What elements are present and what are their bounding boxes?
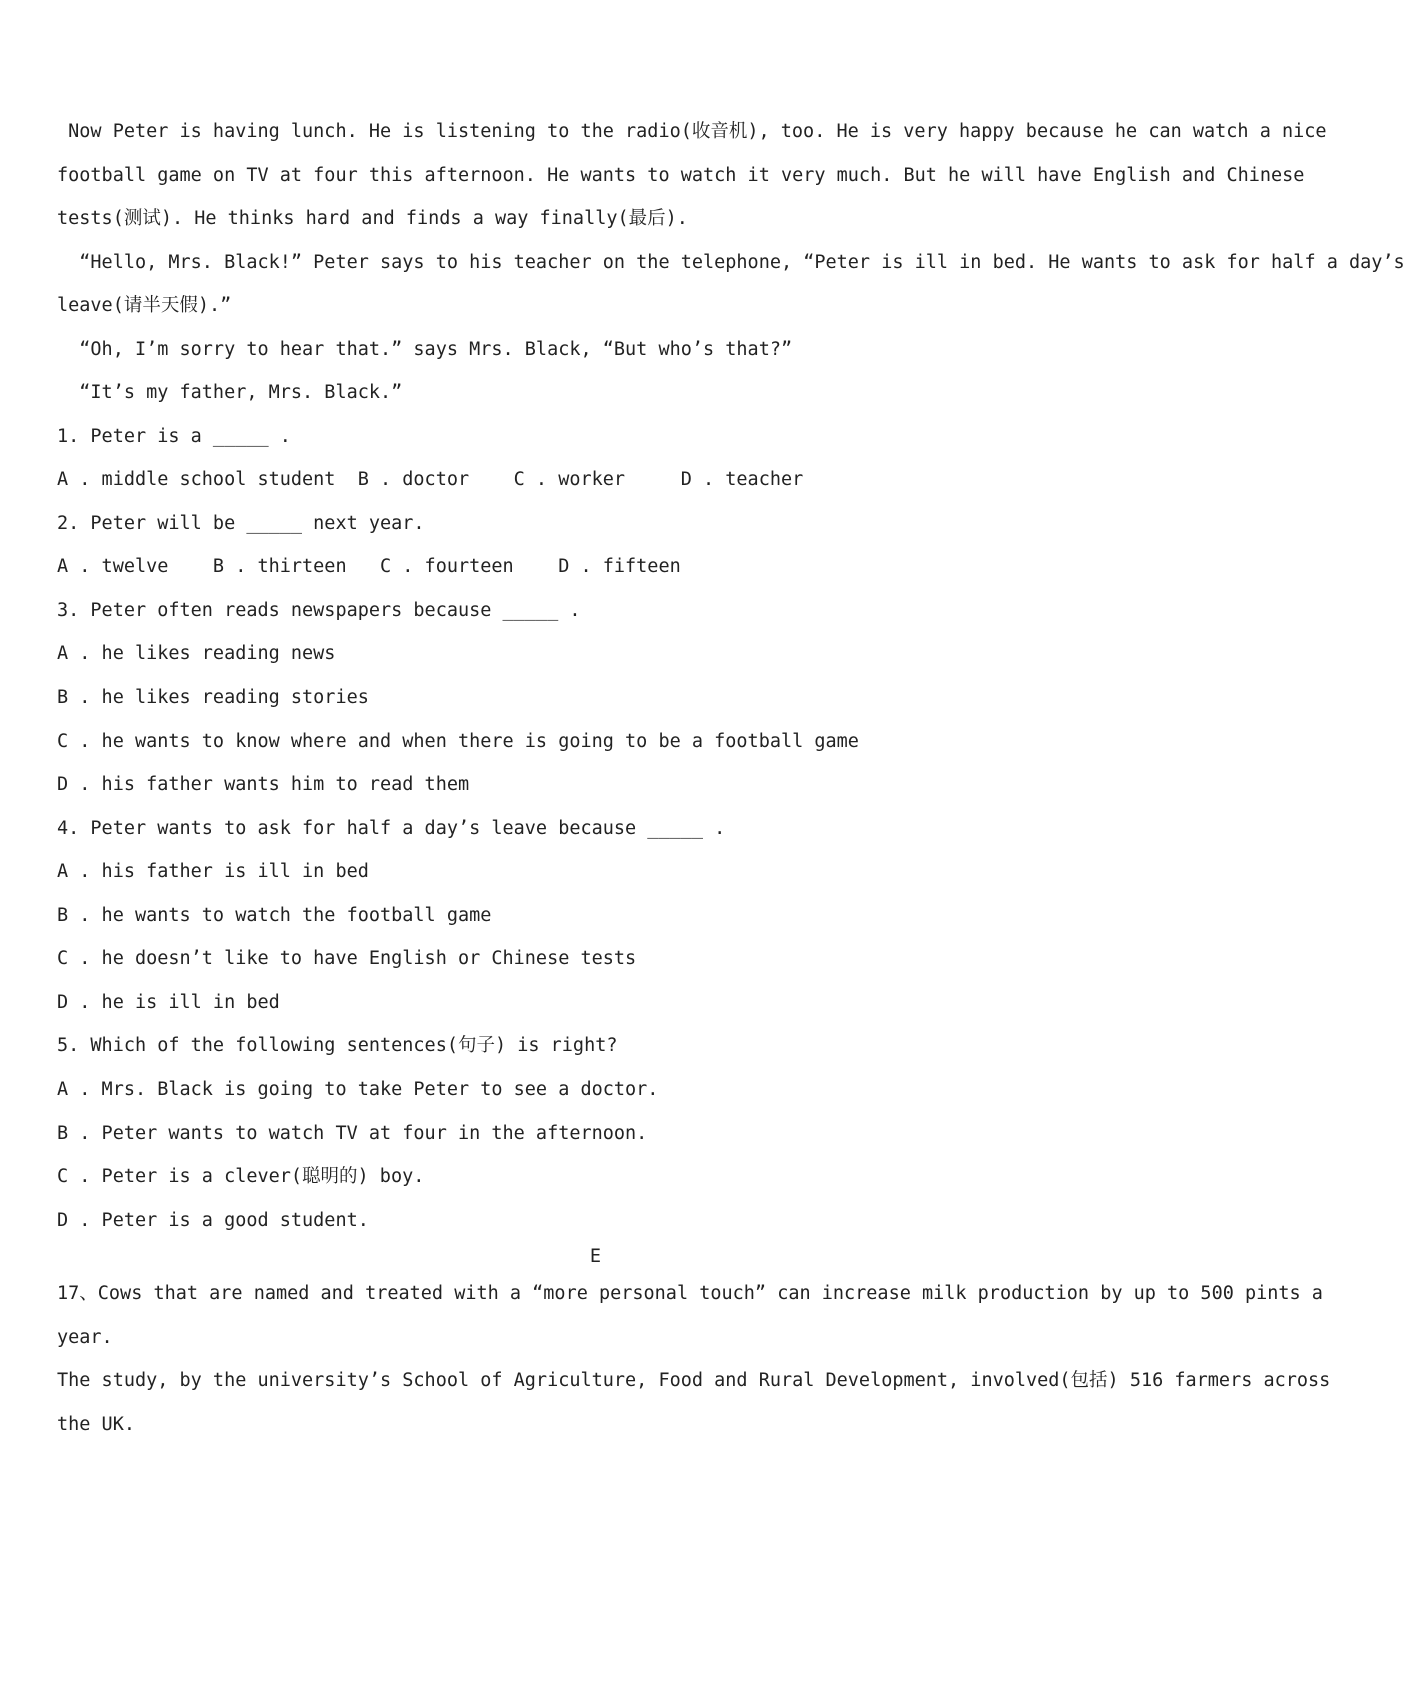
passage-line: football game on TV at four this afternoon. He wants to watch it very much. But he will have English and Chinese (57, 165, 1305, 186)
passage-line: “Hello, Mrs. Black!” Peter says to his teacher on the telephone, “Peter is ill in bed. He wants to ask for half a day’s (57, 252, 1405, 273)
passage-line: “Oh, I’m sorry to hear that.” says Mrs. Black, “But who’s that?” (57, 339, 793, 360)
question-1: 1. Peter is a _____ . (57, 426, 291, 447)
question-3-option-d: D . his father wants him to read them (57, 774, 470, 795)
question-4-option-d: D . he is ill in bed (57, 992, 280, 1013)
question-4-option-a: A . his father is ill in bed (57, 861, 369, 882)
question-5-option-a: A . Mrs. Black is going to take Peter to see a doctor. (57, 1079, 659, 1100)
question-5: 5. Which of the following sentences(句子) is right? (57, 1035, 618, 1056)
passage-line: leave(请半天假).” (57, 295, 232, 316)
question-5-option-c: C . Peter is a clever(聪明的) boy. (57, 1166, 425, 1187)
question-4-option-c: C . he doesn’t like to have English or Chinese tests (57, 948, 637, 969)
question-5-option-d: D . Peter is a good student. (57, 1210, 369, 1231)
question-3: 3. Peter often reads newspapers because _____ . (57, 600, 581, 621)
passage-line: “It’s my father, Mrs. Black.” (57, 382, 403, 403)
question-3-option-c: C . he wants to know where and when there is going to be a football game (57, 731, 859, 752)
question-4: 4. Peter wants to ask for half a day’s leave because _____ . (57, 818, 726, 839)
question-5-option-b: B . Peter wants to watch TV at four in the afternoon. (57, 1123, 648, 1144)
question-3-option-b: B . he likes reading stories (57, 687, 369, 708)
section-e-line: The study, by the university’s School of Agriculture, Food and Rural Development, involved(包括) 516 farmers across (57, 1370, 1331, 1391)
question-2-options: A . twelve B . thirteen C . fourteen D . fifteen (57, 556, 681, 577)
section-e-line: 17、Cows that are named and treated with a “more personal touch” can increase milk production by up to 500 pints a (57, 1283, 1323, 1304)
question-3-option-a: A . he likes reading news (57, 643, 336, 664)
question-1-options: A . middle school student B . doctor C . worker D . teacher (57, 469, 804, 490)
section-e-line: year. (57, 1327, 113, 1348)
section-e-line: the UK. (57, 1414, 135, 1435)
passage-line: tests(测试). He thinks hard and finds a way finally(最后). (57, 208, 688, 229)
question-2: 2. Peter will be _____ next year. (57, 513, 425, 534)
passage-line: Now Peter is having lunch. He is listening to the radio(收音机), too. He is very happy because he can watch a nice (57, 121, 1327, 142)
section-heading: E (589, 1246, 602, 1267)
question-4-option-b: B . he wants to watch the football game (57, 905, 492, 926)
